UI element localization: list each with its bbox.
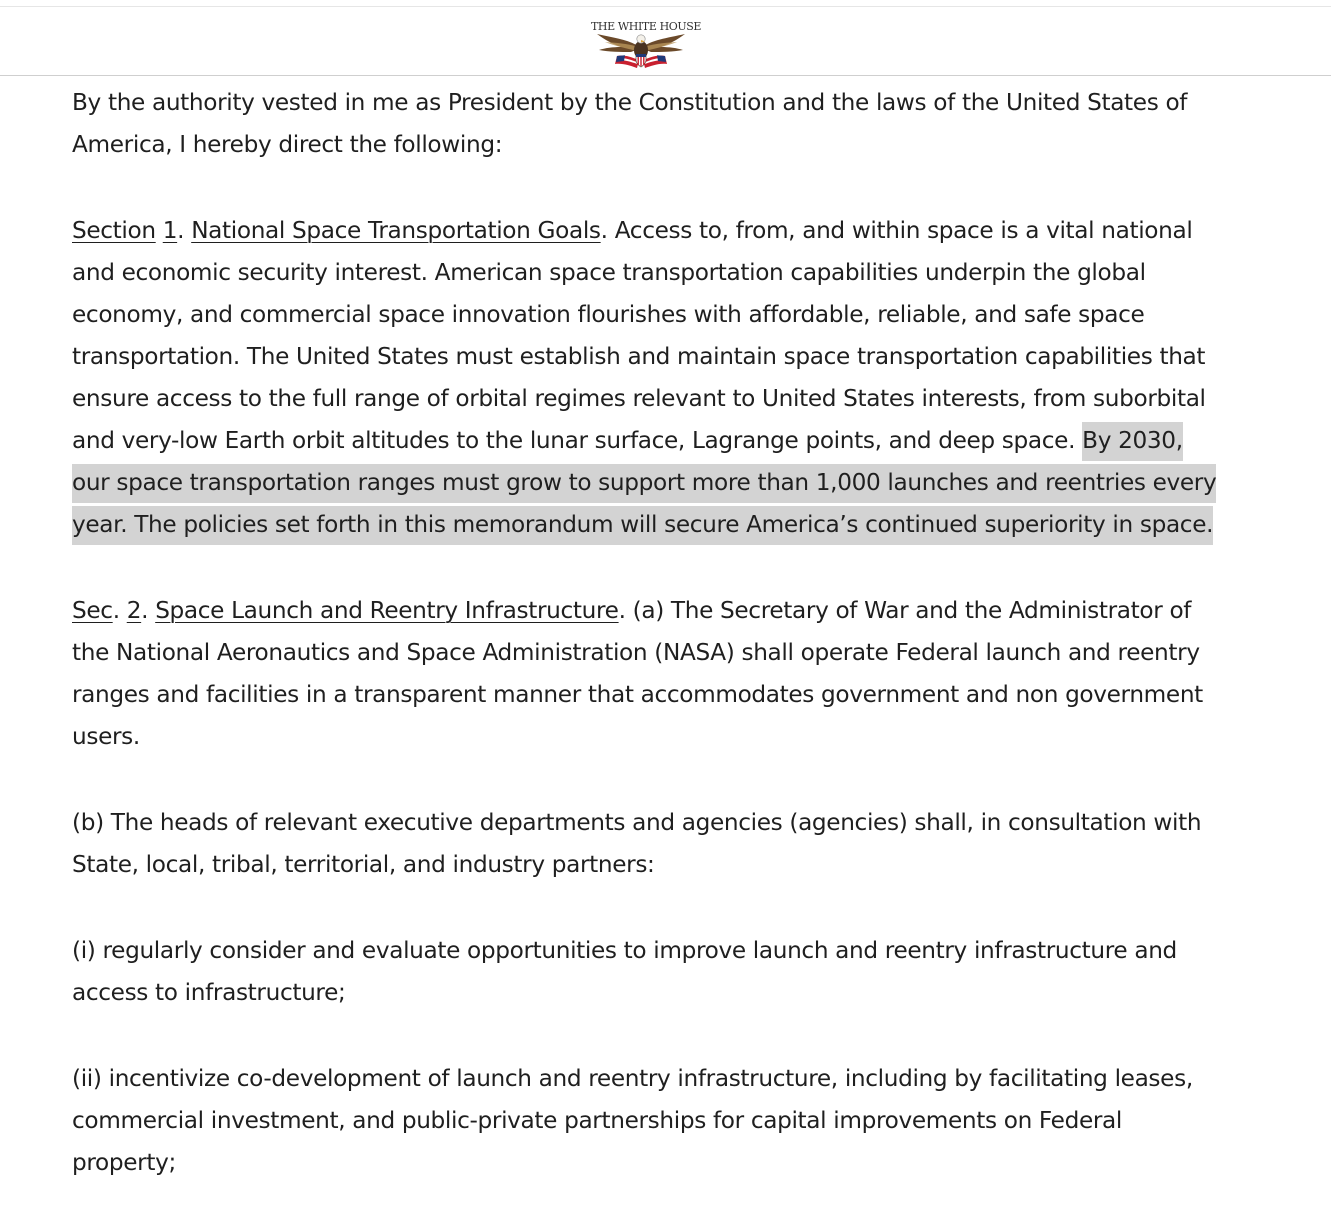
section-1-title: National Space Transportation Goals [191,217,601,244]
section-2-number: 2 [126,597,142,624]
section-1-number: 1 [162,217,178,244]
site-header [0,6,1331,76]
section-2-label: Sec [72,597,113,624]
section-1-label: Section [72,217,156,244]
white-house-logo[interactable] [591,20,702,70]
section-1-body: Access to, from, and within space is a vital national and economic security interest. American space transportation capabilities underpin the global economy, and commercial space innovation flourishes with affordable, reliable, and safe space transportation. The United States must establish and maintain space transportation capabilities that ensure access to the full range of orbital regimes relevant to United States interests, from suborbital and very-low Earth orbit altitudes to the lunar surface, Lagrange points, and deep space. [72,217,1206,454]
eagle-seal-icon [591,26,691,70]
section-2-paragraph-b: (b) The heads of relevant executive departments and agencies (agencies) shall, in consultation with State, local, tribal, territorial, and industry partners: [72,809,1202,878]
section-2-body-a: (a) The Secretary of War and the Administrator of the National Aeronautics and Space Administration (NASA) shall operate Federal launch and reentry ranges and facilities in a transparent manner that accommodates government and non government users. [72,597,1203,750]
memorandum-body [72,82,1222,1228]
section-2-item-i: (i) regularly consider and evaluate opportunities to improve launch and reentry infrastructure and access to infrastructure; [72,937,1177,1006]
section-2-title: Space Launch and Reentry Infrastructure [155,597,619,624]
preamble-paragraph: By the authority vested in me as President by the Constitution and the laws of the United States of America, I hereby direct the following: [72,89,1188,158]
logo-wordmark: THE WHITE HOUSE [591,20,702,33]
highlighted-selection[interactable]: By 2030, our space transportation ranges must grow to support more than 1,000 launches and reentries every year. The policies set forth in this memorandum will secure America’s continued superiority in space. [72,422,1216,545]
section-2-item-ii: (ii) incentivize co-development of launch and reentry infrastructure, including by facilitating leases, commercial investment, and public-private partnerships for capital improvements on Federal property; [72,1065,1193,1176]
section-1-paragraph: Section 1. National Space Transportation Goals. Access to, from, and within space is a vital national and economic security interest. American space transportation capabilities underpin the global economy, and commercial space innovation flourishes with affordable, reliable, and safe space transportation. The United States must establish and maintain space transportation capabilities that ensure access to the full range of orbital regimes relevant to United States interests, from suborbital and very-low Earth orbit altitudes to the lunar surface, Lagrange points, and deep space. By 2030, our space transportation ranges must grow to support more than 1,000 launches and reentries every year. The policies set forth in this memorandum will secure America’s continued superiority in space. [72,210,1222,546]
section-2-paragraph-a: Sec. 2. Space Launch and Reentry Infrastructure. (a) The Secretary of War and the Administrator of the National Aeronautics and Space Administration (NASA) shall operate Federal launch and reentry ranges and facilities in a transparent manner that accommodates government and non government users. [72,597,1203,750]
